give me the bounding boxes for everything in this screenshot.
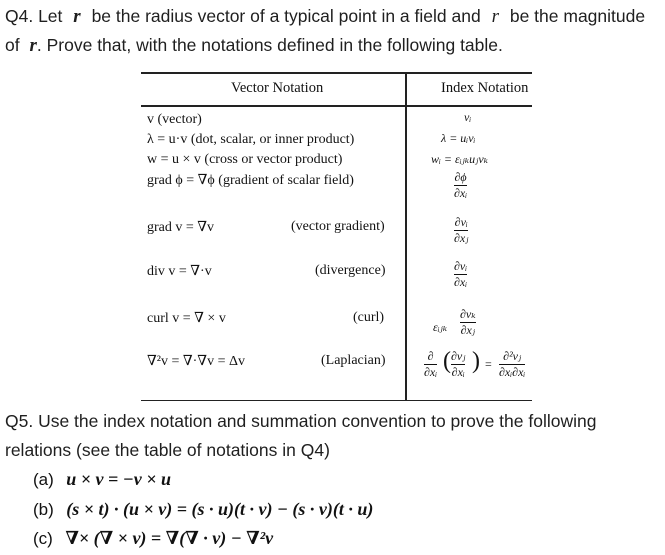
row-curl-desc: (curl) [353, 310, 385, 325]
row-grad-vector-left: grad v = ∇v [147, 220, 215, 235]
item-expression: u × v = −v × u [66, 469, 171, 489]
row-curl-fraction [460, 308, 476, 337]
r-magnitude-symbol: r [491, 6, 499, 27]
frac-num: ∂ϕ [454, 170, 467, 184]
q5-item-a [33, 469, 171, 490]
q4-line2-b: . Prove that, with the notations defined in the following table. [36, 35, 503, 55]
laplacian-equals: = [485, 357, 492, 371]
frac-num: ∂vᵢ [454, 215, 468, 229]
item-label: (c) [33, 529, 53, 548]
frac-num: ∂²vⱼ [503, 349, 522, 363]
row-cross-index: wᵢ = εᵢⱼₖuⱼvₖ [431, 152, 489, 166]
row-grad-scalar-left: grad ϕ = ∇ϕ (gradient of scalar field) [147, 173, 354, 188]
q5-line-1: Q5. Use the index notation and summation convention to prove the following [5, 411, 597, 431]
notation-table [141, 72, 532, 401]
frac-den: ∂xᵢ∂xᵢ [499, 365, 526, 379]
row-vector-left: v (vector) [147, 112, 202, 127]
table-top-rule [141, 72, 532, 74]
row-laplacian-left: ∇²v = ∇·∇v = Δv [147, 354, 245, 369]
row-cross-left: w = u × v (cross or vector product) [147, 152, 343, 167]
q4-line-1 [5, 6, 645, 28]
item-expression: (s × t) · (u × v) = (s · u)(t · v) − (s · v)(t · u) [66, 499, 374, 519]
row-div-desc: (divergence) [315, 263, 386, 278]
row-div-left: div v = ∇·v [147, 264, 212, 279]
row-vector-index: vᵢ [464, 110, 472, 124]
row-div-fraction [454, 260, 467, 289]
row-curl-left: curl v = ∇ × v [147, 311, 226, 326]
frac-num: ∂ [427, 349, 434, 363]
frac-den: ∂xⱼ [460, 323, 476, 337]
q4-line1-a: Q4. Let [5, 6, 63, 26]
row-grad-scalar-fraction [454, 171, 467, 200]
item-expression: ∇× (∇ × v) = ∇(∇ · v) − ∇²v [65, 528, 274, 548]
frac-den: ∂xᵢ [424, 365, 438, 379]
frac-den: ∂xᵢ [454, 275, 468, 289]
q4-line2-a: of [5, 35, 20, 55]
q4-line1-c: be the magnitude [509, 6, 646, 26]
table-header-rule [141, 105, 532, 107]
table-column-divider [405, 72, 407, 401]
laplacian-right-paren: ) [472, 348, 480, 374]
table-bottom-rule [141, 400, 532, 402]
r-vector-symbol: r [73, 6, 81, 27]
laplacian-left-paren: ( [443, 348, 451, 374]
frac-den: ∂xᵢ [454, 186, 468, 200]
laplacian-result-fraction [499, 350, 525, 379]
item-label: (a) [33, 470, 54, 489]
frac-num: ∂vₖ [460, 307, 476, 321]
frac-den: ∂xⱼ [454, 231, 469, 245]
header-vector-notation: Vector Notation [231, 80, 324, 96]
q5-line-2: relations (see the table of notations in Q4) [5, 440, 330, 460]
frac-den: ∂xᵢ [451, 365, 465, 379]
q5-item-c [33, 528, 273, 549]
q4-line1-b: be the radius vector of a typical point in a field and [91, 6, 481, 26]
row-dot-left: λ = u·v (dot, scalar, or inner product) [147, 132, 355, 147]
frac-num: ∂vⱼ [451, 349, 466, 363]
row-grad-vector-fraction [454, 216, 468, 245]
laplacian-inner-fraction [451, 350, 465, 379]
row-grad-vector-desc: (vector gradient) [291, 219, 385, 234]
q4-line-2 [5, 35, 503, 57]
laplacian-outer-derivative [424, 350, 437, 379]
row-laplacian-desc: (Laplacian) [321, 353, 386, 368]
row-curl-epsilon: εᵢⱼₖ [433, 320, 448, 334]
q5-item-b [33, 499, 373, 520]
r-vector-symbol-2: r [29, 35, 37, 56]
row-dot-index: λ = uᵢvᵢ [441, 131, 476, 145]
item-label: (b) [33, 500, 54, 519]
header-index-notation: Index Notation [441, 80, 529, 96]
frac-num: ∂vᵢ [454, 259, 468, 273]
